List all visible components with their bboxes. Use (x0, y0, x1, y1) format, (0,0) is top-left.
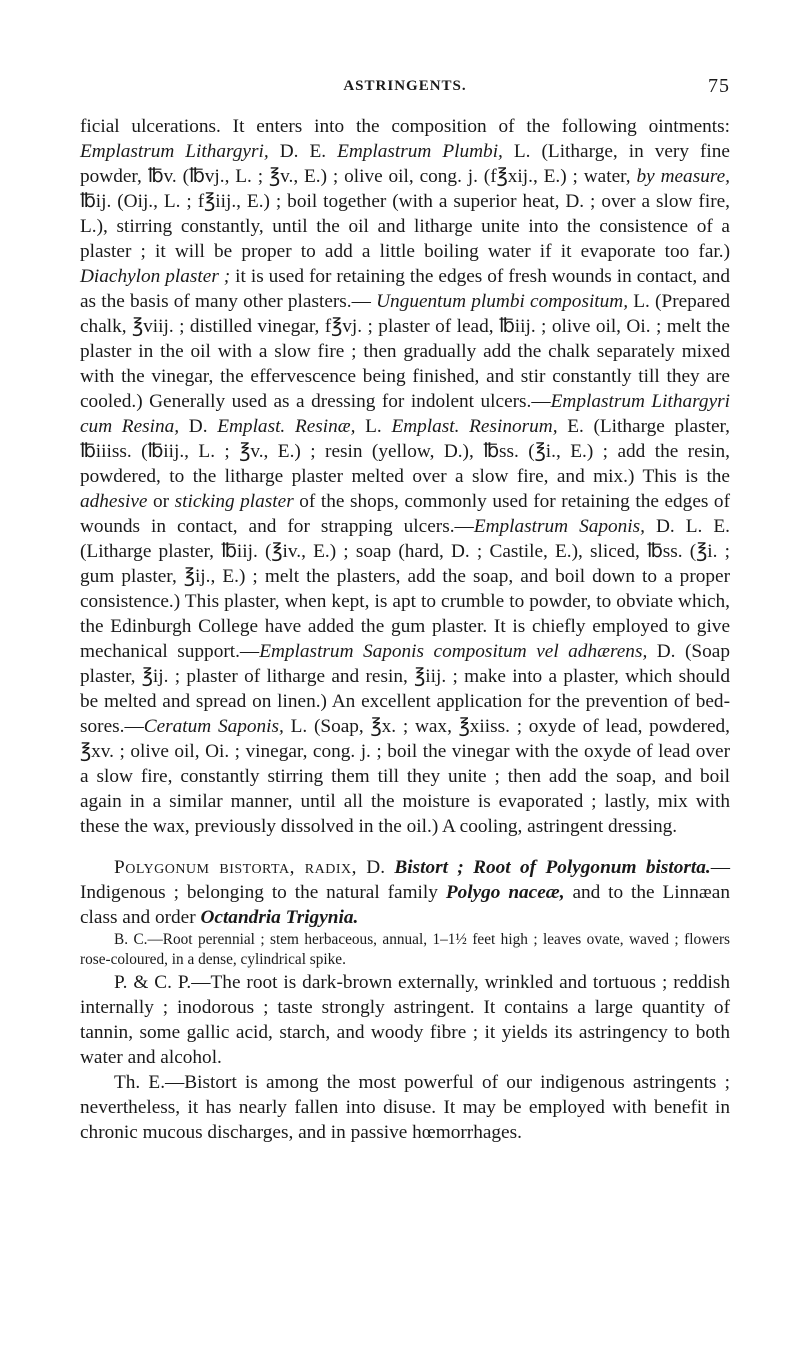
running-title: ASTRINGENTS. (343, 78, 467, 94)
italic-term: Emplast. Resinæ, (217, 416, 356, 437)
text-run: and to the Linnæan class and order (80, 882, 730, 928)
text-run: D. E. (268, 141, 338, 162)
text-run: D. (Soap plaster, ℥ij. ; plaster of litharge and resin, ℥iij. ; make into a plaster, which should be melted and spread on linen.) An excellent application for the prevention of bed-sores.— (80, 641, 730, 737)
family-name: Polygo naceæ, (445, 882, 565, 903)
italic-term: Emplast. Resinorum, (391, 416, 558, 437)
italic-term: sticking plaster (174, 491, 294, 512)
italic-term: Unguentum plumbi compositum, (376, 291, 629, 312)
text-run: L. (Prepared chalk, ℥viij. ; distilled vinegar, f℥vj. ; plaster of lead, ℔iij. ; olive oil, Oi. ; melt the plaster in the oil with a slow fire ; then gradually add the chalk separately mixed with the vinegar, the effervescence being finished, and stir constantly till they are cooled.) Generally used as a dressing for indolent ulcers.— (80, 291, 730, 412)
class-order-name: Octandria Trigynia. (200, 907, 359, 928)
italic-term: Diachylon plaster ; (80, 266, 231, 287)
text-run: of the shops, commonly used for retaining the edges of wounds in contact, and for strapping ulcers.— (80, 491, 730, 537)
page-number: 75 (708, 75, 730, 97)
text-run: ficial ulcerations. It enters into the composition of the following ointments: (80, 116, 730, 137)
paragraph-bistort-entry (80, 855, 730, 930)
text-run: it is used for retaining the edges of fresh wounds in contact, and as the basis of many other plasters.— (80, 266, 730, 312)
entry-heading: Polygonum bistorta, radix, (114, 857, 357, 878)
italic-term: Ceratum Saponis, (143, 716, 284, 737)
italic-term: Emplastrum Lithargyri cum Resina, (80, 391, 730, 437)
italic-term: adhesive (80, 491, 148, 512)
botanical-characters: B. C.—Root perennial ; stem herbaceous, annual, 1–1½ feet high ; leaves ovate, waved ; flowers rose-coloured, in a dense, cylindrical spike. (80, 931, 730, 968)
running-head (80, 75, 730, 102)
text-run: D. (179, 416, 218, 437)
text-run: L. (Litharge, in very fine powder, ℔v. (℔vj., L. ; ℥v., E.) ; olive oil, cong. j. (f℥xij., E.) ; water, (80, 141, 730, 187)
italic-term: Emplastrum Saponis compositum vel adhærens, (259, 641, 648, 662)
body-text (80, 114, 730, 1145)
paragraph-therapeutics: Th. E.—Bistort is among the most powerful of our indigenous astringents ; nevertheless, it has nearly fallen into disuse. It may be employed with benefit in chronic mucous discharges, and in passive hœmorrhages. (80, 1072, 730, 1143)
entry-title: Bistort ; Root of Polygonum bistorta. (394, 857, 711, 878)
text-run: E. (Litharge plaster, ℔iiiss. (℔iij., L. ; ℥v., E.) ; resin (yellow, D.), ℔ss. (℥i., E.) ; add the resin, powdered, to the litharge plaster melted over a slow fire, and mix.) This is the (80, 416, 730, 487)
italic-term: Emplastrum Lithargyri, (80, 141, 269, 162)
text-run: or (147, 491, 175, 512)
italic-term: Emplastrum Plumbi, (337, 141, 503, 162)
text-run: ℔ij. (Oij., L. ; f℥iij., E.) ; boil together (with a superior heat, D. ; over a slow fire, L.), stirring constantly, until the oil and litharge unite into the consistence of a plaster ; it will be proper to add a little boiling water if it evaporate too far.) (80, 191, 730, 262)
italic-term: Emplastrum Saponis, (473, 516, 645, 537)
italic-term: by measure, (636, 166, 730, 187)
text-run: —Indigenous ; belonging to the natural family (80, 857, 730, 903)
text-run: L. (Soap, ℥x. ; wax, ℥xiiss. ; oxyde of lead, powdered, ℥xv. ; olive oil, Oi. ; vinegar, cong. j. ; boil the vinegar with the oxyde of lead over a slow fire, constantly stirring them till they unite ; then add the soap, and boil again in a similar manner, until all the moisture is evaporated ; lastly, mix with these the wax, previously dissolved in the oil.) A cooling, astringent dressing. (80, 716, 730, 837)
text-run: D. L. E. (Litharge plaster, ℔iij. (℥iv., E.) ; soap (hard, D. ; Castile, E.), sliced, ℔ss. (℥i. ; gum plaster, ℥ij., E.) ; melt the plasters, add the soap, and boil down to a proper consistence.) This plaster, when kept, is apt to crumble to powder, to obviate which, the Edinburgh College have added the gum plaster. It is chiefly employed to give mechanical support.— (80, 516, 730, 662)
paragraph-properties: P. & C. P.—The root is dark-brown externally, wrinkled and tortuous ; reddish internally ; inodorous ; taste strongly astringent. It contains a large quantity of tannin, some gallic acid, starch, and woody fibre ; it yields its astringency to both water and alcohol. (80, 972, 730, 1068)
text-run: L. (355, 416, 392, 437)
text-run: D. (356, 857, 395, 878)
paragraph-ointments (80, 114, 730, 839)
